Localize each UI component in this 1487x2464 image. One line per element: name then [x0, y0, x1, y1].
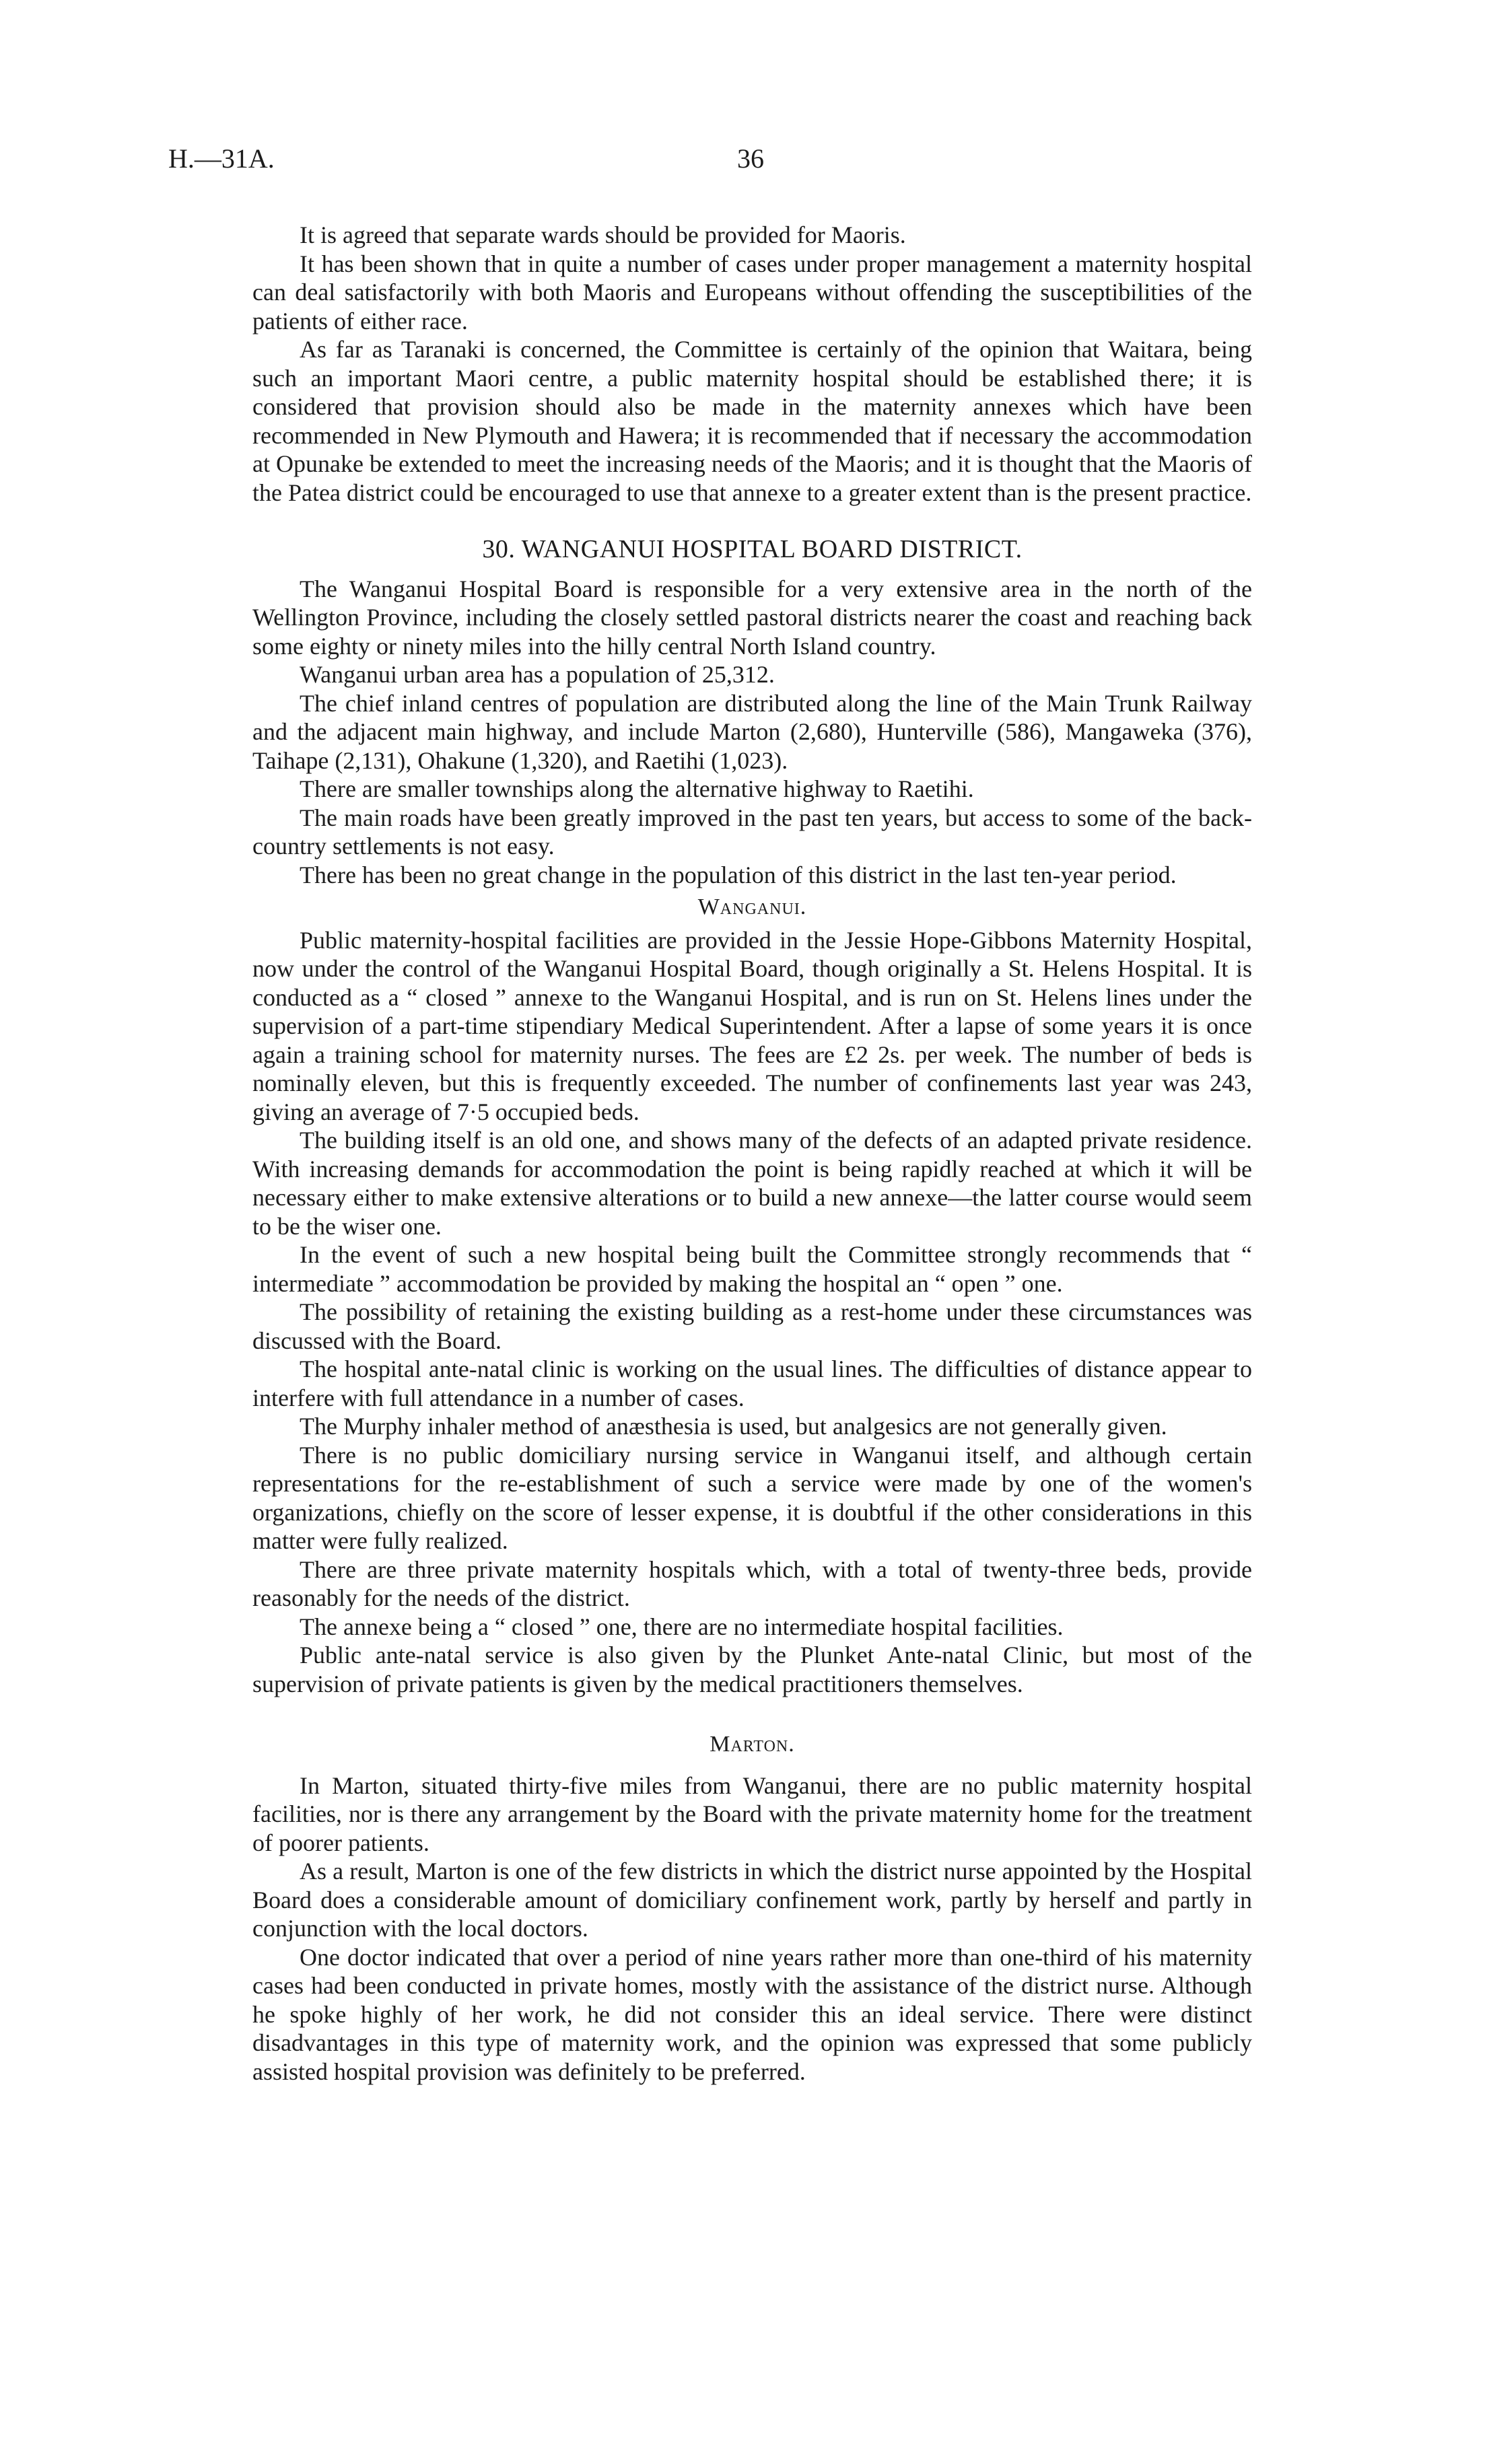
paragraph: The main roads have been greatly improved in the past ten years, but access to some of the back-country settlements is not easy.	[252, 804, 1252, 859]
page-number: 36	[737, 143, 764, 174]
paragraph: It has been shown that in quite a number of cases under proper management a maternity hospital can deal satisfactorily with both Maoris and Europeans without offending the susceptibilities of the patients of either race.	[252, 250, 1252, 335]
wanganui-section	[252, 893, 1252, 1698]
paragraph: Public maternity-hospital facilities are provided in the Jessie Hope-Gibbons Maternity Hospital, now under the control of the Wanganui Hospital Board, though originally a St. Helens Hospital. It is conducted as a “ closed ” annexe to the Wanganui Hospital, and is run on St. Helens lines under the supervision of a part-time stipendiary Medical Superintendent. After a lapse of some years it is once again a training school for maternity nurses. The fees are £2 2s. per week. The number of beds is nominally eleven, but this is frequently exceeded. The number of confinements last year was 243, giving an average of 7·5 occupied beds.	[252, 926, 1252, 1125]
paragraph: In Marton, situated thirty-five miles from Wanganui, there are no public maternity hospital facilities, nor is there any arrangement by the Board with the private maternity home for the treatment of poorer patients.	[252, 1771, 1252, 1856]
paragraph: The hospital ante-natal clinic is working on the usual lines. The difficulties of distance appear to interfere with full attendance in a number of cases.	[252, 1356, 1252, 1411]
body-text	[252, 221, 1252, 2086]
paragraph: There has been no great change in the population of this district in the last ten-year period.	[300, 861, 1177, 888]
paragraph: There are smaller townships along the alternative highway to Raetihi.	[300, 775, 974, 802]
paragraph: As a result, Marton is one of the few districts in which the district nurse appointed by the Hospital Board does a considerable amount of domiciliary confinement work, partly by herself and partly in conjunction with the local doctors.	[252, 1858, 1252, 1942]
paragraph: There is no public domiciliary nursing service in Wanganui itself, and although certain representations for the re-establishment of such a service were made by one of the women's organizations, chiefly on the score of lesser expense, it is doubtful if the other considerations in this matter were fully realized.	[252, 1441, 1252, 1554]
district-section	[252, 535, 1252, 889]
paragraph: The Murphy inhaler method of anæsthesia is used, but analgesics are not generally given.	[300, 1413, 1167, 1440]
paragraph: The Wanganui Hospital Board is responsible for a very extensive area in the north of the Wellington Province, including the closely settled pastoral districts nearer the coast and reaching back some eighty or ninety miles into the hilly central North Island country.	[252, 575, 1252, 660]
document-reference: H.—31A.	[168, 143, 275, 174]
intro-section	[252, 221, 1252, 507]
section-heading: 30. WANGANUI HOSPITAL BOARD DISTRICT.	[482, 535, 1023, 563]
paragraph: Wanganui urban area has a population of 25,312.	[300, 661, 775, 688]
subsection-heading: Wanganui.	[697, 894, 807, 919]
paragraph: The building itself is an old one, and shows many of the defects of an adapted private residence. With increasing demands for accommodation the point is being rapidly reached at which it will be necessary either to make extensive alterations or to build a new annexe—the latter course would seem to be the wiser one.	[252, 1127, 1252, 1240]
paragraph: It is agreed that separate wards should be provided for Maoris.	[300, 221, 906, 248]
paragraph: As far as Taranaki is concerned, the Committee is certainly of the opinion that Waitara, being such an important Maori centre, a public maternity hospital should be established there; it is considered that provision should also be made in the maternity annexes which have been recommended in New Plymouth and Hawera; it is recommended that if necessary the accommodation at Opunake be extended to meet the increasing needs of the Maoris; and it is thought that the Maoris of the Patea district could be encouraged to use that annexe to a greater extent than is the present practice.	[252, 336, 1252, 506]
running-head	[168, 143, 1252, 183]
paragraph: The possibility of retaining the existing building as a rest-home under these circumstances was discussed with the Board.	[252, 1298, 1252, 1354]
paragraph: There are three private maternity hospitals which, with a total of twenty-three beds, provide reasonably for the needs of the district.	[252, 1555, 1252, 1611]
paragraph: The annexe being a “ closed ” one, there are no intermediate hospital facilities.	[300, 1613, 1064, 1640]
paragraph: The chief inland centres of population are distributed along the line of the Main Trunk Railway and the adjacent main highway, and include Marton (2,680), Hunterville (586), Mangaweka (376), Taihape (2,131), Ohakune (1,320), and Raetihi (1,023).	[252, 689, 1252, 774]
paragraph: Public ante-natal service is also given by the Plunket Ante-natal Clinic, but most of the supervision of private patients is given by the medical practitioners themselves.	[252, 1642, 1252, 1697]
subsection-heading: Marton.	[710, 1732, 795, 1757]
paragraph: One doctor indicated that over a period of nine years rather more than one-third of his maternity cases had been conducted in private homes, mostly with the assistance of the district nurse. Although he spoke highly of her work, he did not consider this an ideal service. There were distinct disadvantages in this type of maternity work, and the opinion was expressed that some publicly assisted hospital provision was definitely to be preferred.	[252, 1943, 1252, 2085]
marton-section	[252, 1730, 1252, 2086]
paragraph: In the event of such a new hospital being built the Committee strongly recommends that “ intermediate ” accommodation be provided by making the hospital an “ open ” one.	[252, 1241, 1252, 1297]
